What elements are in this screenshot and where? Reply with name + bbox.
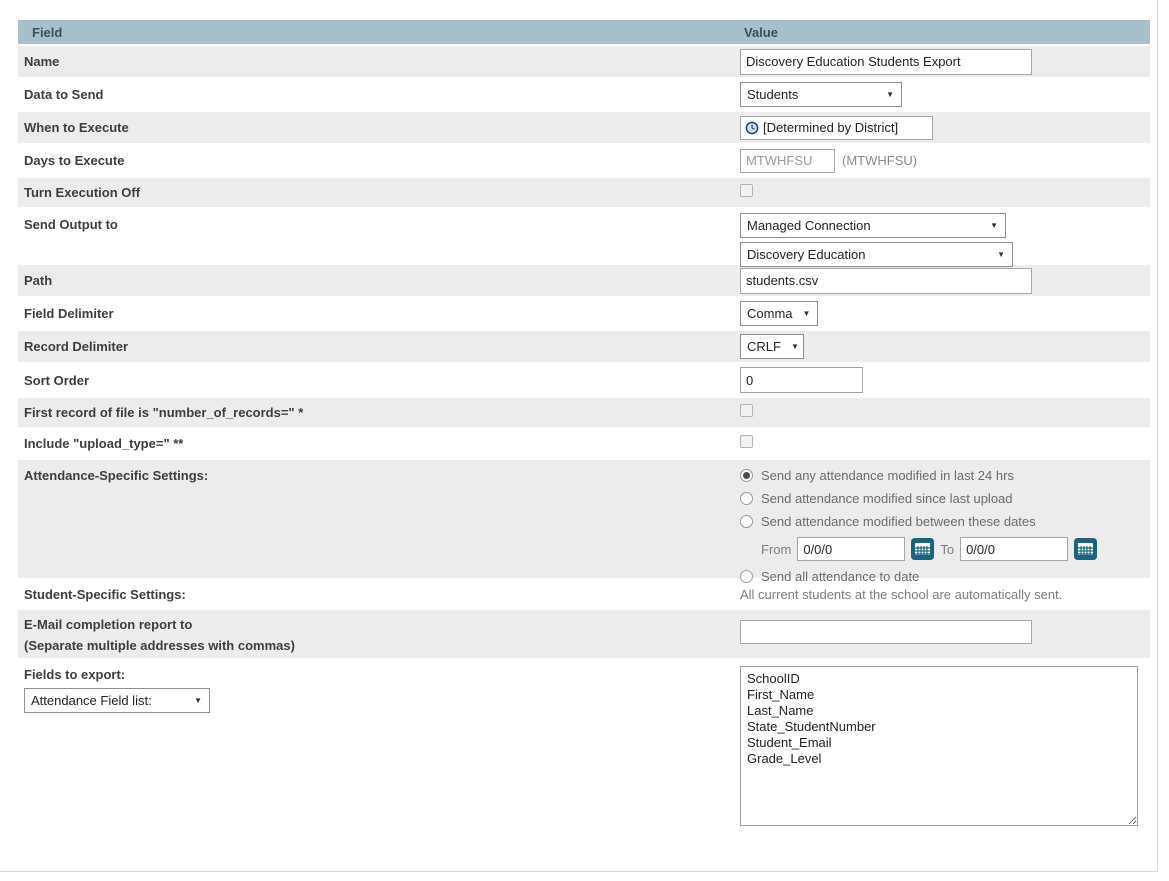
row-turn-execution-off [18,178,1150,209]
row-field-delimiter [18,298,1150,331]
dropdown-arrow-icon: ▼ [997,249,1005,259]
dropdown-arrow-icon: ▼ [790,341,799,351]
sort-order-input[interactable] [740,367,863,393]
field-list-selected: Attendance Field list: [31,693,152,708]
fields-to-export-label: Fields to export: [24,667,126,682]
radio-icon[interactable] [740,515,753,528]
dropdown-arrow-icon: ▼ [886,89,894,99]
calendar-icon [911,538,934,560]
row-first-record [18,398,1150,429]
dropdown-arrow-icon: ▼ [194,695,202,705]
row-send-output-to [18,209,1150,265]
row-path [18,265,1150,298]
fields-to-export-textarea[interactable] [740,666,1138,826]
record-delimiter-selected: CRLF [747,339,781,354]
attendance-option-label: Send attendance modified since last upload [761,491,1013,506]
attendance-option-label: Send any attendance modified in last 24 hrs [761,468,1014,483]
student-settings-label: Student-Specific Settings: [24,586,186,602]
attendance-date-range [761,537,1150,561]
field-delimiter-selected: Comma [747,306,793,321]
row-include-upload-type [18,429,1150,460]
row-fields-to-export [18,660,1150,844]
data-to-send-selected: Students [747,87,799,102]
from-date-input[interactable] [797,537,905,561]
when-to-execute-value: [Determined by District] [763,120,899,135]
when-to-execute-label: When to Execute [24,120,129,135]
row-email-report [18,610,1150,660]
attendance-option-since-upload[interactable] [740,491,1150,506]
export-settings-table [18,20,1150,844]
radio-icon[interactable] [740,570,753,583]
send-output-to-label: Send Output to [24,217,118,232]
when-to-execute-field[interactable] [740,116,933,140]
dropdown-arrow-icon: ▼ [802,308,811,318]
from-calendar-button[interactable] [911,538,934,560]
column-header-field: Field [32,24,63,40]
path-input[interactable] [740,268,1032,294]
name-label: Name [24,54,60,69]
field-list-select[interactable] [24,688,210,713]
row-name [18,46,1150,79]
field-delimiter-select[interactable] [740,301,818,326]
email-report-input[interactable] [740,620,1032,644]
attendance-settings-label: Attendance-Specific Settings: [24,468,209,483]
days-to-execute-input[interactable] [740,149,835,173]
attendance-option-all-to-date[interactable] [740,569,1150,584]
row-data-to-send [18,79,1150,112]
data-to-send-label: Data to Send [24,87,104,102]
data-to-send-select[interactable] [740,82,902,107]
turn-execution-off-checkbox[interactable] [740,184,753,197]
field-delimiter-label: Field Delimiter [24,306,114,321]
column-header-value: Value [744,24,778,40]
record-delimiter-select[interactable] [740,334,804,359]
send-output-connection-select[interactable] [740,242,1013,267]
attendance-option-between-dates[interactable] [740,514,1150,529]
radio-icon[interactable] [740,492,753,505]
clock-icon [745,121,759,135]
send-output-connection-selected: Discovery Education [747,247,866,262]
row-when-to-execute [18,112,1150,145]
sort-order-label: Sort Order [24,372,90,388]
attendance-option-label: Send all attendance to date [761,569,920,584]
name-input[interactable] [740,49,1032,75]
row-record-delimiter [18,331,1150,364]
record-delimiter-label: Record Delimiter [24,339,129,354]
path-label: Path [24,273,53,288]
to-date-input[interactable] [960,537,1068,561]
first-record-checkbox[interactable] [740,404,753,417]
first-record-label: First record of file is "number_of_records=" * [24,405,304,420]
days-to-execute-label: Days to Execute [24,153,125,168]
student-settings-note: All current students at the school are automatically sent. [740,586,1063,602]
from-label: From [761,541,792,557]
to-calendar-button[interactable] [1074,538,1097,560]
include-upload-type-checkbox[interactable] [740,435,753,448]
table-header-row [18,20,1150,46]
attendance-option-label: Send attendance modified between these dates [761,514,1036,529]
turn-execution-off-label: Turn Execution Off [24,185,141,200]
to-label: To [940,541,955,557]
send-output-type-selected: Managed Connection [747,218,871,233]
email-report-label-line2: (Separate multiple addresses with commas) [24,638,295,653]
radio-icon[interactable] [740,469,753,482]
include-upload-type-label: Include "upload_type=" ** [24,436,184,451]
email-report-label-line1: E-Mail completion report to [24,617,193,632]
row-days-to-execute [18,145,1150,178]
row-sort-order [18,364,1150,398]
send-output-type-select[interactable] [740,213,1006,238]
calendar-icon [1074,538,1097,560]
row-attendance-settings [18,460,1150,584]
days-to-execute-hint: (MTWHFSU) [842,153,918,168]
attendance-option-last24[interactable] [740,468,1150,483]
dropdown-arrow-icon: ▼ [990,220,998,230]
